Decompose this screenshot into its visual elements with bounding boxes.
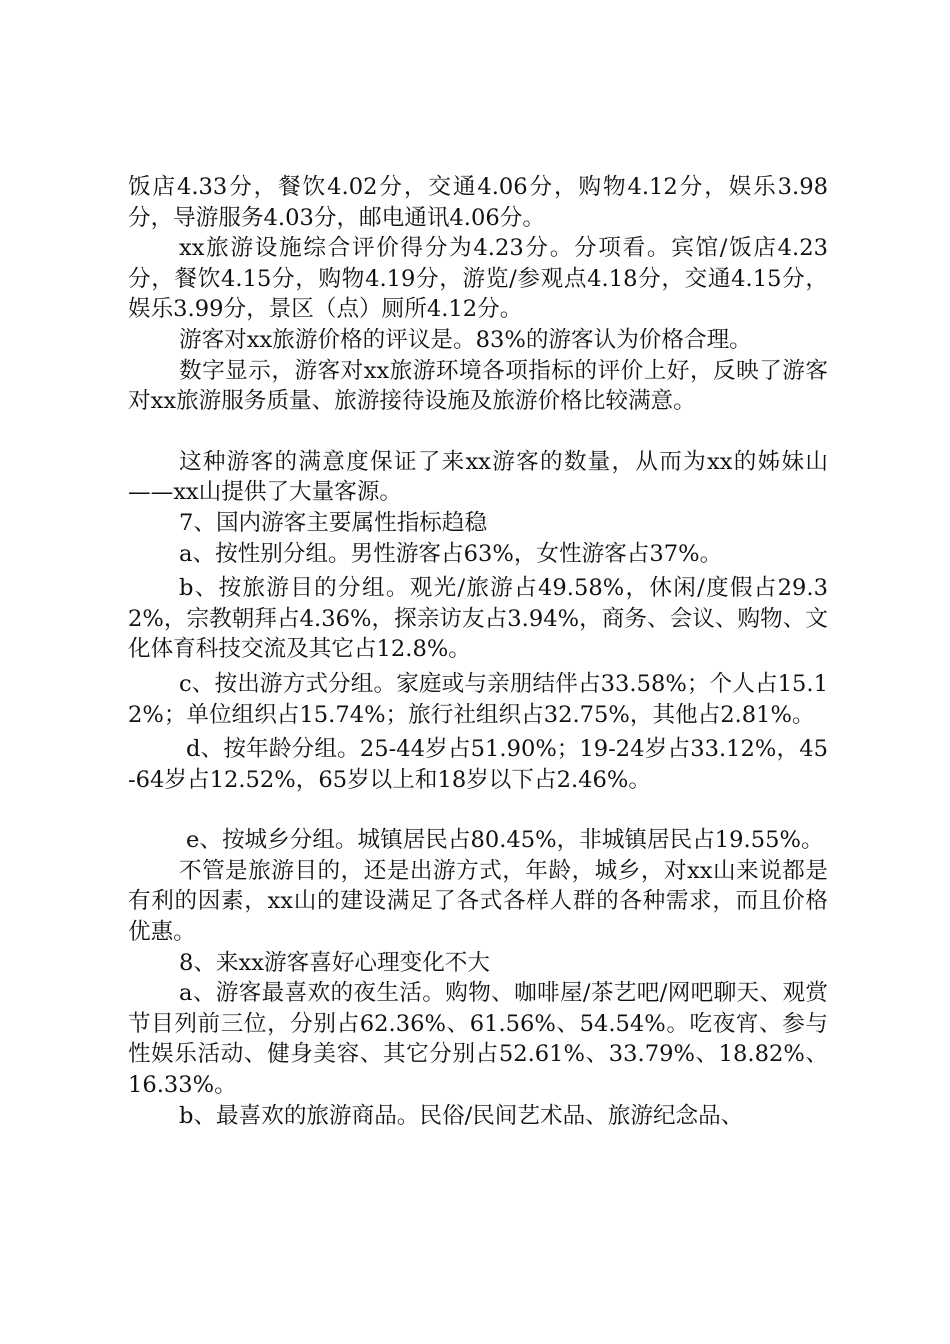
paragraph-travel-mode-group: c、按出游方式分组。家庭或与亲朋结伴占33.58%；个人占15.12%；单位组织占15.74%；旅行社组织占32.75%，其他占2.81%。 <box>128 670 828 728</box>
document-page <box>128 172 828 1131</box>
paragraph-urban-rural-group: e、按城乡分组。城镇居民占80.45%，非城镇居民占19.55%。 <box>186 827 824 854</box>
paragraph-souvenirs: b、最喜欢的旅游商品。民俗/民间艺术品、旅游纪念品、 <box>179 1102 744 1129</box>
paragraph-favorable-factors: 不管是旅游目的，还是出游方式，年龄，城乡，对xx山来说都是有利的因素，xx山的建设满足了各式各样人群的各种需求，而且价格优惠。 <box>128 857 828 946</box>
section-heading-8: 8、来xx游客喜好心理变化不大 <box>179 949 490 976</box>
paragraph-scores-continued: 饭店4.33分，餐饮4.02分，交通4.06分，购物4.12分，娱乐3.98分，导游服务4.03分，邮电通讯4.06分。 <box>128 174 828 231</box>
paragraph-age-group: d、按年龄分组。25-44岁占51.90%；19-24岁占33.12%，45-64岁占12.52%，65岁以上和18岁以下占2.46%。 <box>128 736 828 793</box>
paragraph-purpose-group: b、按旅游目的分组。观光/旅游占49.58%，休闲/度假占29.32%，宗教朝拜占4.36%，探亲访友占3.94%，商务、会议、购物、文化体育科技交流及其它占12.8%。 <box>128 575 828 663</box>
paragraph-nightlife: a、游客最喜欢的夜生活。购物、咖啡屋/茶艺吧/网吧聊天、观赏节目列前三位，分别占62.36%、61.56%、54.54%。吃夜宵、参与性娱乐活动、健身美容、其它分别占52.61%、33.79%、18.82%、16.33%。 <box>128 980 828 1099</box>
section-heading-7: 7、国内游客主要属性指标趋稳 <box>179 509 488 536</box>
paragraph-facilities-score: xx旅游设施综合评价得分为4.23分。分项看。宾馆/饭店4.23分，餐饮4.15分，购物4.19分，游览/参观点4.18分，交通4.15分，娱乐3.99分，景区（点）厕所4.12分。 <box>128 235 828 323</box>
paragraph-price-evaluation: 游客对xx旅游价格的评议是。83%的游客认为价格合理。 <box>179 326 752 353</box>
paragraph-gender-group: a、按性别分组。男性游客占63%，女性游客占37%。 <box>179 540 723 567</box>
paragraph-environment-evaluation: 数字显示，游客对xx旅游环境各项指标的评价上好，反映了游客对xx旅游服务质量、旅游接待设施及旅游价格比较满意。 <box>128 357 828 415</box>
paragraph-satisfaction: 这种游客的满意度保证了来xx游客的数量，从而为xx的姊妹山——xx山提供了大量客源。 <box>128 448 828 506</box>
